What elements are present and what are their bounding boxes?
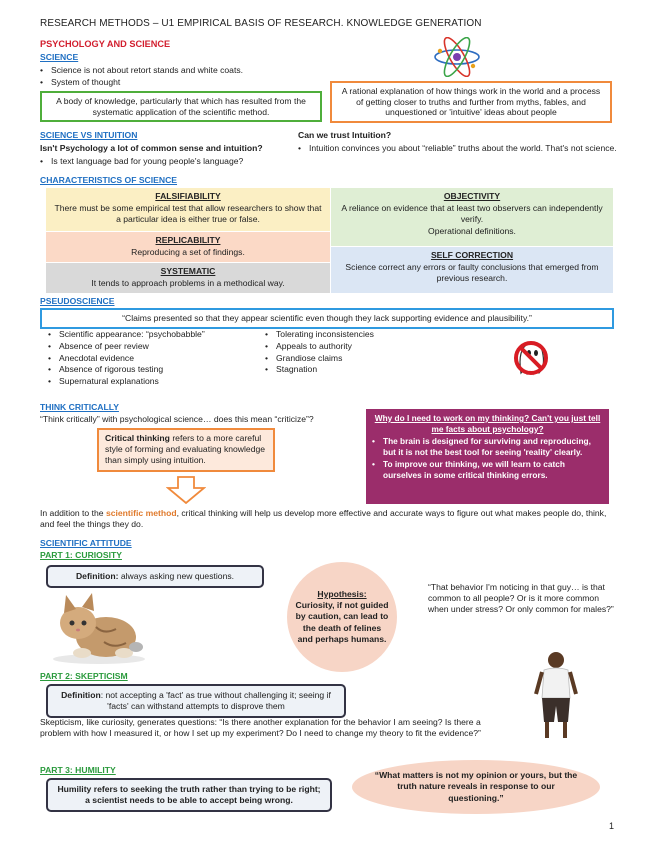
list-item: • Stagnation — [265, 364, 465, 374]
no-ghost-icon — [503, 333, 559, 381]
humility-quote-bubble: “What matters is not my opinion or yours, but the truth nature reveals in response to our questioning.” — [352, 760, 600, 814]
intuition-question-right: Can we trust Intuition? — [298, 130, 392, 140]
list-item: • Tolerating inconsistencies — [265, 329, 465, 339]
hypothesis-title: Hypothesis: — [317, 589, 367, 600]
page-number: 1 — [609, 821, 615, 831]
falsifiability-text: There must be some empirical test that allow researchers to show that a particular idea is either true or false. — [54, 203, 322, 225]
replicability-title: REPLICABILITY — [155, 235, 221, 245]
objectivity-cell — [331, 188, 613, 246]
curiosity-def-text: always asking new questions. — [118, 571, 235, 581]
critical-intro: “Think critically” with psychological science… does this mean “criticize”? — [40, 414, 314, 424]
arrow-down-icon — [166, 476, 206, 504]
atom-icon — [432, 37, 482, 77]
critical-thinking-box — [97, 428, 275, 472]
list-item: • Intuition convinces you about “reliable” truths about the world. That's not science. — [298, 143, 618, 153]
pseudoscience-list-1 — [48, 329, 268, 388]
objectivity-title: OBJECTIVITY — [443, 191, 501, 201]
intuition-question-left: Isn't Psychology a lot of common sense and intuition? — [40, 143, 263, 153]
critical-para-b: , critical thinking will help us develop more effective and accurate ways to figure out what makes people do, think, and feel the things they do. — [40, 508, 607, 530]
systematic-title: SYSTEMATIC — [160, 266, 216, 276]
person-image — [528, 648, 584, 744]
section-part2: PART 2: SKEPTICISM — [40, 671, 128, 681]
section-part1: PART 1: CURIOSITY — [40, 550, 122, 560]
section-scientific-attitude: SCIENTIFIC ATTITUDE — [40, 538, 132, 548]
pseudoscience-list-2 — [265, 329, 465, 376]
systematic-text: It tends to approach problems in a methodical way. — [91, 278, 285, 289]
falsifiability-cell — [46, 188, 330, 231]
list-item: • Absence of peer review — [48, 341, 268, 351]
self-correction-title: SELF CORRECTION — [430, 250, 514, 260]
science-definition-box: A body of knowledge, particularly that which has resulted from the systematic application of the scientific method. — [40, 91, 322, 122]
hypothesis-text: Curiosity, if not guided by caution, can lead to the death of felines and perhaps humans. — [295, 600, 389, 644]
skepticism-def-bold: Definition — [61, 690, 101, 700]
critical-box-bold: Critical thinking — [105, 433, 170, 443]
critical-para-a: In addition to the — [40, 508, 106, 518]
humility-box-bold: Humility refers to — [57, 784, 129, 794]
list-item: • Is text language bad for young people's language? — [40, 156, 300, 166]
humility-box-text: seeking the truth rather than trying to be right; a scientist needs to be able to accept being wrong. — [85, 784, 321, 806]
critical-box-text: refers to a more careful style of forming and evaluating knowledge than simply using intuition. — [105, 433, 266, 466]
section-science-vs-intuition: SCIENCE VS INTUITION — [40, 130, 138, 140]
self-correction-cell — [331, 247, 613, 293]
list-item: • Appeals to authority — [265, 341, 465, 351]
critical-paragraph — [40, 508, 616, 530]
objectivity-text2: Operational definitions. — [428, 225, 516, 236]
list-item: • Science is not about retort stands and white coats. — [40, 65, 330, 75]
section-characteristics: CHARACTERISTICS OF SCIENCE — [40, 175, 178, 185]
curiosity-quote: “That behavior I'm noticing in that guy… is that common to all people? Or is it more common when under stress? Or only common for males?” — [428, 582, 614, 615]
purple-bullets — [372, 436, 603, 480]
skepticism-paragraph: Skepticism, like curiosity, generates questions: “Is there another explanation for the behavior I am seeing? Is there a problem with how I measured it, or how I set up my experiment? Do I need to change my theory to fit the evidence?” — [40, 717, 481, 739]
kitten-image — [44, 587, 154, 667]
section-science: SCIENCE — [40, 52, 79, 62]
skepticism-definition-box — [46, 684, 346, 718]
curiosity-definition-box — [46, 565, 264, 588]
skepticism-def-text: : not accepting a 'fact' as true without challenging it; seeing if 'facts' can withstand attempts to disprove them — [100, 690, 331, 712]
list-item: • Supernatural explanations — [48, 376, 268, 386]
pseudoscience-quote: “Claims presented so that they appear scientific even though they lack supporting evidence and plausibility.” — [40, 308, 614, 329]
purple-question-box — [366, 409, 609, 504]
list-item: • To improve our thinking, we will learn to catch ourselves in some critical thinking errors. — [372, 459, 603, 480]
list-item: • Scientific appearance: “psychobabble” — [48, 329, 268, 339]
scientific-method-link[interactable]: scientific method — [105, 508, 177, 518]
hypothesis-bubble — [287, 562, 397, 672]
intuition-left-bullets — [40, 156, 300, 168]
list-item: • The brain is designed for surviving and reproducing, but it is not the best tool for seeing 'reality' clearly. — [372, 436, 603, 457]
section-pseudoscience: PSEUDOSCIENCE — [40, 296, 115, 306]
section-psych-science: PSYCHOLOGY AND SCIENCE — [40, 39, 171, 49]
science-explanation-box: A rational explanation of how things work in the world and a process of getting closer to truths and further from myths, fables, and unquestioned or 'intuitive' ideas about people — [330, 81, 612, 123]
list-item: • Anecdotal evidence — [48, 353, 268, 363]
self-correction-text: Science correct any errors or faulty conclusions that emerged from previous research. — [345, 262, 599, 284]
list-item: • System of thought — [40, 77, 330, 87]
curiosity-def-bold: Definition: — [75, 571, 119, 581]
replicability-text: Reproducing a set of findings. — [131, 247, 245, 258]
humility-box — [46, 778, 332, 812]
replicability-cell — [46, 232, 330, 262]
intuition-right-bullets — [298, 143, 618, 155]
systematic-cell — [46, 263, 330, 293]
purple-question: Why do I need to work on my thinking? Can't you just tell me facts about psychology? — [374, 413, 601, 434]
science-bullets — [40, 65, 330, 89]
list-item: • Absence of rigorous testing — [48, 364, 268, 374]
objectivity-text: A reliance on evidence that at least two observers can independently verify. — [341, 203, 603, 225]
page-title: RESEARCH METHODS – U1 EMPIRICAL BASIS OF RESEARCH. KNOWLEDGE GENERATION — [40, 18, 482, 29]
section-part3: PART 3: HUMILITY — [40, 765, 116, 775]
list-item: • Grandiose claims — [265, 353, 465, 363]
falsifiability-title: FALSIFIABILITY — [155, 191, 221, 201]
section-think-critically: THINK CRITICALLY — [40, 402, 119, 412]
